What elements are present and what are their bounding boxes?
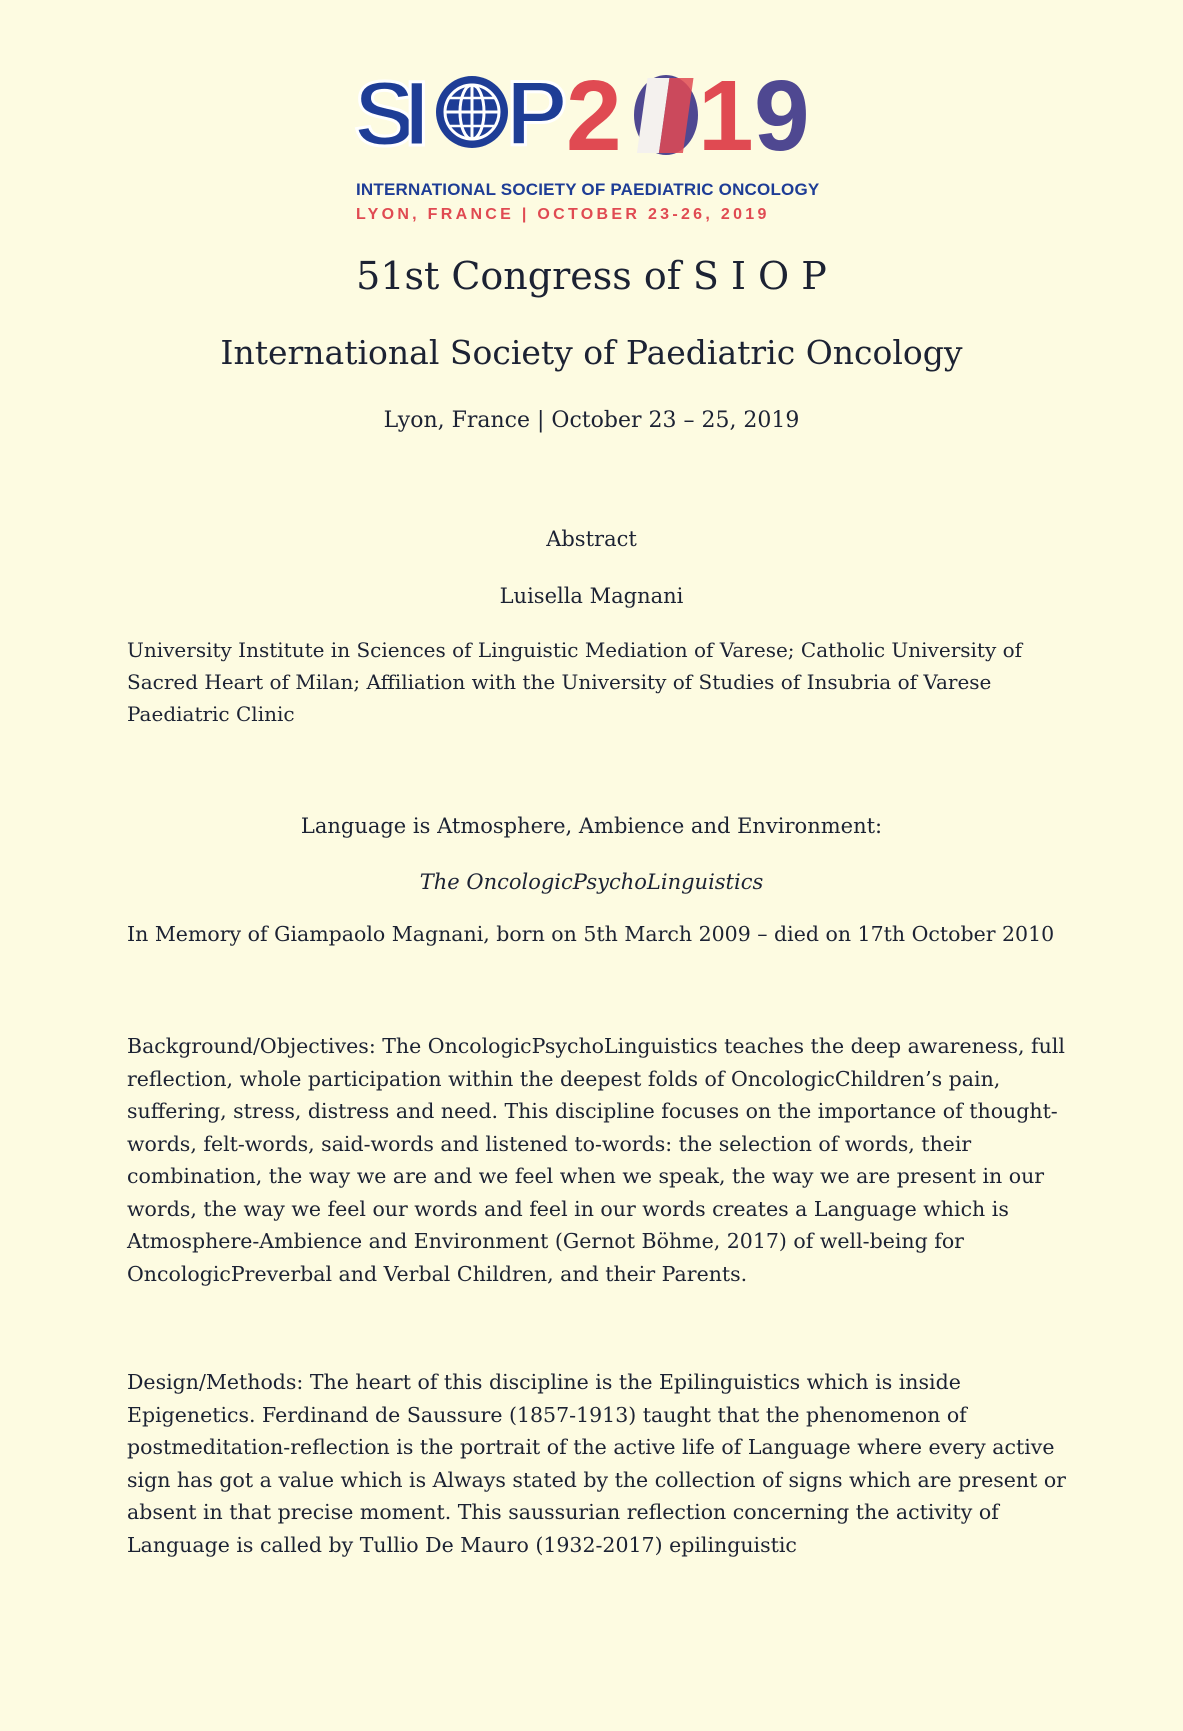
svg-text:9: 9 bbox=[754, 60, 810, 172]
french-flag-icon bbox=[634, 75, 698, 155]
society-name: International Society of Paediatric Oncology bbox=[220, 333, 963, 372]
globe-icon bbox=[436, 76, 508, 148]
abstract-subtitle: The OncologicPsychoLinguistics bbox=[419, 870, 764, 894]
location-dates: Lyon, France | October 23 – 25, 2019 bbox=[383, 408, 800, 433]
author-name: Luisella Magnani bbox=[499, 584, 684, 608]
siop-logo bbox=[354, 60, 834, 235]
svg-text:P: P bbox=[506, 63, 568, 165]
memorial-dedication: In Memory of Giampaolo Magnani, born on 5th March 2009 – died on 17th October 2010 bbox=[127, 922, 1055, 946]
logo-place-line: LYON, FRANCE | OCTOBER 23-26, 2019 bbox=[356, 206, 770, 223]
author-affiliation: University Institute in Sciences of Linguistic Mediation of Varese; Catholic University of Sacred Heart of Milan; Affiliation with the University of Studies of Insubria of Varese Paediatric Clinic bbox=[127, 638, 1023, 726]
abstract-title: Language is Atmosphere, Ambience and Environment: bbox=[300, 814, 883, 838]
siop-letters: S bbox=[354, 63, 408, 165]
svg-text:I: I bbox=[404, 63, 430, 165]
background-paragraph: Background/Objectives: The OncologicPsychoLinguistics teaches the deep awareness, full reflection, whole participation within the deepest folds of OncologicChildren’s pain, suffering, stress, distress and need. This discipline focuses on the importance of thought-words, felt-words, said-words and listened to-words: the selection of words, their combination, the way we are and we feel when we speak, the way we are present in our words, the way we feel our words and feel in our words creates a Language which is Atmosphere-Ambience and Environment (Gernot Böhme, 2017) of well-being for OncologicPreverbal and Verbal Children, and their Parents. bbox=[127, 1034, 1065, 1286]
congress-title: 51st Congress of S I O P bbox=[356, 254, 827, 298]
year-2: 2 bbox=[566, 60, 622, 172]
svg-text:1: 1 bbox=[698, 60, 754, 172]
siop-2019-logo-mark bbox=[354, 60, 834, 180]
abstract-heading: Abstract bbox=[546, 527, 637, 551]
design-paragraph: Design/Methods: The heart of this discipline is the Epilinguistics which is inside Epigenetics. Ferdinand de Saussure (1857-1913) taught that the phenomenon of postmeditation-reflection is the portrait of the active life of Language where every active sign has got a value which is Always stated by the collection of signs which are present or absent in that precise moment. This saussurian reflection concerning the activity of Language is called by Tullio De Mauro (1932-2017) epilinguistic bbox=[127, 1370, 1066, 1557]
logo-org-line: INTERNATIONAL SOCIETY OF PAEDIATRIC ONCOLOGY bbox=[356, 180, 820, 199]
